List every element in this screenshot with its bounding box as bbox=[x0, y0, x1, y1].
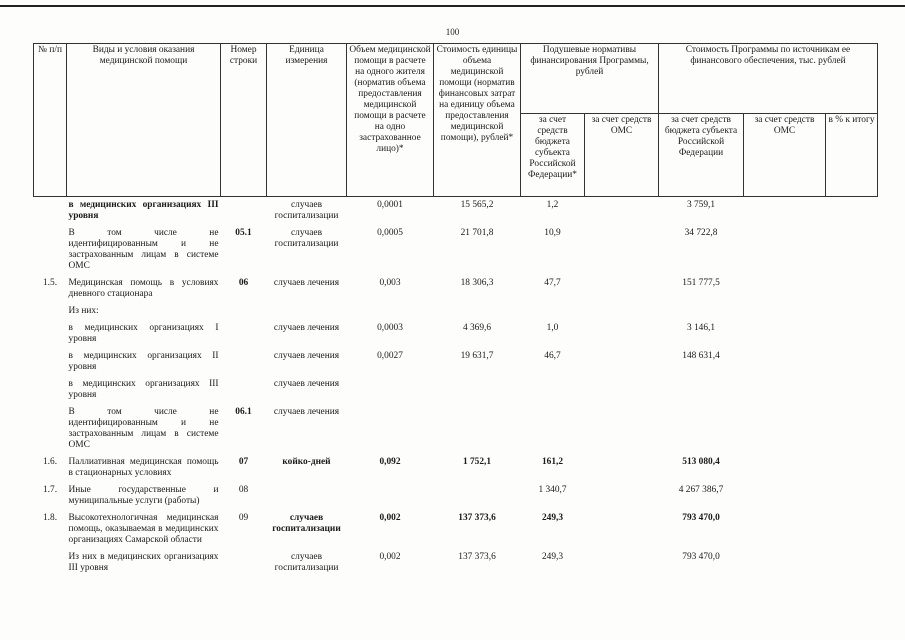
cell-cs-oms bbox=[744, 404, 826, 454]
header-volume: Объем медицинской помощи в расчете на одного жителя (норматив объема предоставления медицинской помощи в расчете на одно застрахованное лицо)* bbox=[347, 44, 434, 197]
table-row bbox=[34, 454, 878, 482]
cell-cs-pct bbox=[826, 510, 878, 549]
cell-volume bbox=[347, 376, 434, 404]
cell-code bbox=[221, 348, 267, 376]
cell-unit: случаев лечения bbox=[273, 323, 340, 333]
cell-code bbox=[221, 320, 267, 348]
cell-cs-budget: 34 722,8 bbox=[684, 228, 718, 238]
cell-name: в медицинских организациях III уровня bbox=[68, 200, 219, 221]
cell-name: В том числе не идентифицированным и не застрахованным лицам в системе ОМС bbox=[68, 228, 219, 271]
cell-pc-budget bbox=[521, 303, 585, 320]
header-num: № п/п bbox=[34, 44, 67, 197]
cell-num bbox=[34, 197, 67, 226]
cell-cost bbox=[434, 303, 521, 320]
cell-cs-oms bbox=[744, 510, 826, 549]
cell-pc-budget: 1 340,7 bbox=[538, 485, 567, 495]
cell-unit: случаев лечения bbox=[273, 351, 340, 361]
cell-num bbox=[34, 225, 67, 275]
cell-cs-oms bbox=[744, 197, 826, 226]
cell-num bbox=[34, 303, 67, 320]
top-border-line bbox=[0, 5, 905, 7]
cell-cs-pct bbox=[826, 482, 878, 510]
cell-pc-oms bbox=[585, 454, 659, 482]
cell-num: 1.8. bbox=[42, 513, 58, 523]
table-row bbox=[34, 549, 878, 577]
cell-cs-budget bbox=[659, 303, 744, 320]
cell-cost: 1 752,1 bbox=[462, 457, 492, 467]
header-cost: Стоимость единицы объема медицинской помощи (норматив финансовых затрат на единицу объема предоставления медицинской помощи), рублей* bbox=[434, 44, 521, 197]
header-cs-pct: в % к итогу bbox=[826, 114, 878, 197]
cell-name: Медицинская помощь в условиях дневного стационара bbox=[68, 278, 219, 299]
program-cost-table bbox=[33, 43, 878, 577]
cell-cs-pct bbox=[826, 275, 878, 303]
table-row bbox=[34, 225, 878, 275]
cell-pc-budget bbox=[521, 404, 585, 454]
cell-cs-budget: 151 777,5 bbox=[682, 278, 720, 288]
cell-volume: 0,0027 bbox=[377, 351, 403, 361]
cell-num: 1.5. bbox=[42, 278, 58, 288]
table-body bbox=[34, 197, 878, 578]
cell-code: 08 bbox=[238, 485, 249, 495]
cell-cost: 21 701,8 bbox=[460, 228, 494, 238]
header-unit: Единица измерения bbox=[267, 44, 347, 197]
header-pc-oms: за счет средств ОМС bbox=[585, 114, 659, 197]
cell-cs-budget: 793 470,0 bbox=[682, 513, 720, 523]
cell-num bbox=[34, 549, 67, 577]
header-program-cost: Стоимость Программы по источникам ее финансового обеспечения, тыс. рублей bbox=[659, 44, 878, 114]
cell-pc-budget: 161,2 bbox=[541, 457, 564, 467]
cell-num bbox=[34, 320, 67, 348]
cell-volume: 0,002 bbox=[379, 513, 401, 523]
cell-unit: случаев лечения bbox=[273, 379, 340, 389]
cell-unit: случаев лечения bbox=[273, 278, 340, 288]
cell-cs-oms bbox=[744, 482, 826, 510]
cell-volume: 0,0003 bbox=[377, 323, 403, 333]
cell-num: 1.7. bbox=[42, 485, 58, 495]
header-name: Виды и условия оказания медицинской помощи bbox=[67, 44, 221, 197]
table-row bbox=[34, 482, 878, 510]
cell-pc-budget: 249,3 bbox=[541, 552, 564, 562]
cell-cs-pct bbox=[826, 225, 878, 275]
cell-num bbox=[34, 376, 67, 404]
cell-name: Паллиативная медицинская помощь в стационарных условиях bbox=[68, 457, 219, 478]
table-row bbox=[34, 275, 878, 303]
cell-cs-pct bbox=[826, 303, 878, 320]
cell-code bbox=[221, 549, 267, 577]
table-row bbox=[34, 320, 878, 348]
cell-name: в медицинских организациях II уровня bbox=[68, 351, 219, 372]
cell-pc-oms bbox=[585, 225, 659, 275]
cell-cost: 4 369,6 bbox=[462, 323, 492, 333]
cell-pc-oms bbox=[585, 404, 659, 454]
cell-cs-budget: 4 267 386,7 bbox=[678, 485, 724, 495]
cell-cs-oms bbox=[744, 376, 826, 404]
cell-name: Из них в медицинских организациях III уровня bbox=[68, 552, 219, 573]
cell-pc-budget: 1,2 bbox=[546, 200, 559, 210]
cell-pc-oms bbox=[585, 376, 659, 404]
cell-volume: 0,092 bbox=[379, 457, 401, 467]
cell-cs-budget bbox=[659, 404, 744, 454]
cell-cs-budget: 793 470,0 bbox=[682, 552, 720, 562]
cell-volume bbox=[347, 303, 434, 320]
cell-cs-budget bbox=[659, 376, 744, 404]
cell-cs-pct bbox=[826, 454, 878, 482]
cell-cs-pct bbox=[826, 197, 878, 226]
table-row bbox=[34, 303, 878, 320]
cell-pc-oms bbox=[585, 482, 659, 510]
cell-volume: 0,0001 bbox=[377, 200, 403, 210]
cell-num: 1.6. bbox=[42, 457, 58, 467]
cell-unit bbox=[267, 303, 347, 320]
cell-cost bbox=[434, 404, 521, 454]
cell-name: в медицинских организациях III уровня bbox=[68, 379, 219, 400]
table-row bbox=[34, 197, 878, 226]
cell-code bbox=[221, 376, 267, 404]
cell-code bbox=[221, 303, 267, 320]
cell-code bbox=[221, 197, 267, 226]
page-number: 100 bbox=[445, 27, 460, 37]
cell-num bbox=[34, 404, 67, 454]
cell-unit: случаев госпитализации bbox=[274, 552, 339, 573]
cell-cs-budget: 513 080,4 bbox=[682, 457, 720, 467]
cell-name: Из них: bbox=[68, 306, 99, 316]
cell-code: 06 bbox=[238, 278, 249, 288]
cell-cs-pct bbox=[826, 404, 878, 454]
cell-unit: случаев лечения bbox=[273, 407, 340, 417]
cell-num bbox=[34, 348, 67, 376]
cell-pc-budget: 47,7 bbox=[544, 278, 561, 288]
table-row bbox=[34, 376, 878, 404]
cell-pc-budget bbox=[521, 376, 585, 404]
cell-code: 06.1 bbox=[235, 407, 252, 417]
cell-cost: 15 565,2 bbox=[460, 200, 494, 210]
table-row bbox=[34, 404, 878, 454]
cell-volume: 0,002 bbox=[379, 552, 401, 562]
cell-pc-oms bbox=[585, 197, 659, 226]
header-code: Номер строки bbox=[221, 44, 267, 197]
cell-pc-oms bbox=[585, 320, 659, 348]
header-cs-oms: за счет средств ОМС bbox=[744, 114, 826, 197]
cell-volume: 0,003 bbox=[379, 278, 401, 288]
cell-cost: 18 306,3 bbox=[460, 278, 494, 288]
cell-cost bbox=[434, 482, 521, 510]
cell-cs-budget: 3 146,1 bbox=[686, 323, 716, 333]
cell-volume: 0,0005 bbox=[377, 228, 403, 238]
cell-cs-pct bbox=[826, 376, 878, 404]
cell-cost bbox=[434, 376, 521, 404]
table-row bbox=[34, 510, 878, 549]
cell-pc-budget: 10,9 bbox=[544, 228, 561, 238]
cell-pc-oms bbox=[585, 275, 659, 303]
cell-cs-pct bbox=[826, 348, 878, 376]
cell-volume bbox=[347, 482, 434, 510]
header-per-capita: Подушевые нормативы финансирования Программы, рублей bbox=[521, 44, 659, 114]
cell-unit: койко-дней bbox=[282, 457, 331, 467]
cell-cs-oms bbox=[744, 549, 826, 577]
header-cs-budget: за счет средств бюджета субъекта Российской Федерации bbox=[659, 114, 744, 197]
cell-cs-oms bbox=[744, 454, 826, 482]
cell-cs-budget: 148 631,4 bbox=[682, 351, 720, 361]
cell-unit: случаев госпитализации bbox=[274, 228, 339, 249]
cell-cost: 137 373,6 bbox=[458, 513, 496, 523]
cell-pc-budget: 249,3 bbox=[541, 513, 564, 523]
cell-cs-oms bbox=[744, 348, 826, 376]
cell-code: 05.1 bbox=[235, 228, 252, 238]
cell-cs-oms bbox=[744, 275, 826, 303]
cell-pc-budget: 1,0 bbox=[546, 323, 559, 333]
cell-unit: случаев госпитализации bbox=[274, 200, 339, 221]
cell-pc-oms bbox=[585, 549, 659, 577]
cell-cs-pct bbox=[826, 320, 878, 348]
cell-volume bbox=[347, 404, 434, 454]
cell-unit bbox=[267, 482, 347, 510]
cell-cs-oms bbox=[744, 320, 826, 348]
cell-cs-oms bbox=[744, 303, 826, 320]
cell-cost: 137 373,6 bbox=[458, 552, 496, 562]
cell-pc-oms bbox=[585, 303, 659, 320]
cell-cost: 19 631,7 bbox=[460, 351, 494, 361]
cell-name: В том числе не идентифицированным и не застрахованным лицам в системе ОМС bbox=[68, 407, 219, 450]
cell-name: Высокотехнологичная медицинская помощь, оказываемая в медицинских организациях Самарской области bbox=[68, 513, 219, 545]
cell-pc-budget: 46,7 bbox=[544, 351, 561, 361]
cell-name: Иные государственные и муниципальные услуги (работы) bbox=[68, 485, 219, 506]
header-pc-budget: за счет средств бюджета субъекта Российской Федерации* bbox=[521, 114, 585, 197]
table-row bbox=[34, 348, 878, 376]
cell-code: 09 bbox=[238, 513, 249, 523]
cell-cs-oms bbox=[744, 225, 826, 275]
cell-unit: случаев госпитализации bbox=[272, 513, 341, 534]
cell-pc-oms bbox=[585, 510, 659, 549]
cell-name: в медицинских организациях I уровня bbox=[68, 323, 219, 344]
cell-code: 07 bbox=[238, 457, 249, 467]
cell-cs-pct bbox=[826, 549, 878, 577]
cell-pc-oms bbox=[585, 348, 659, 376]
cell-cs-budget: 3 759,1 bbox=[686, 200, 716, 210]
